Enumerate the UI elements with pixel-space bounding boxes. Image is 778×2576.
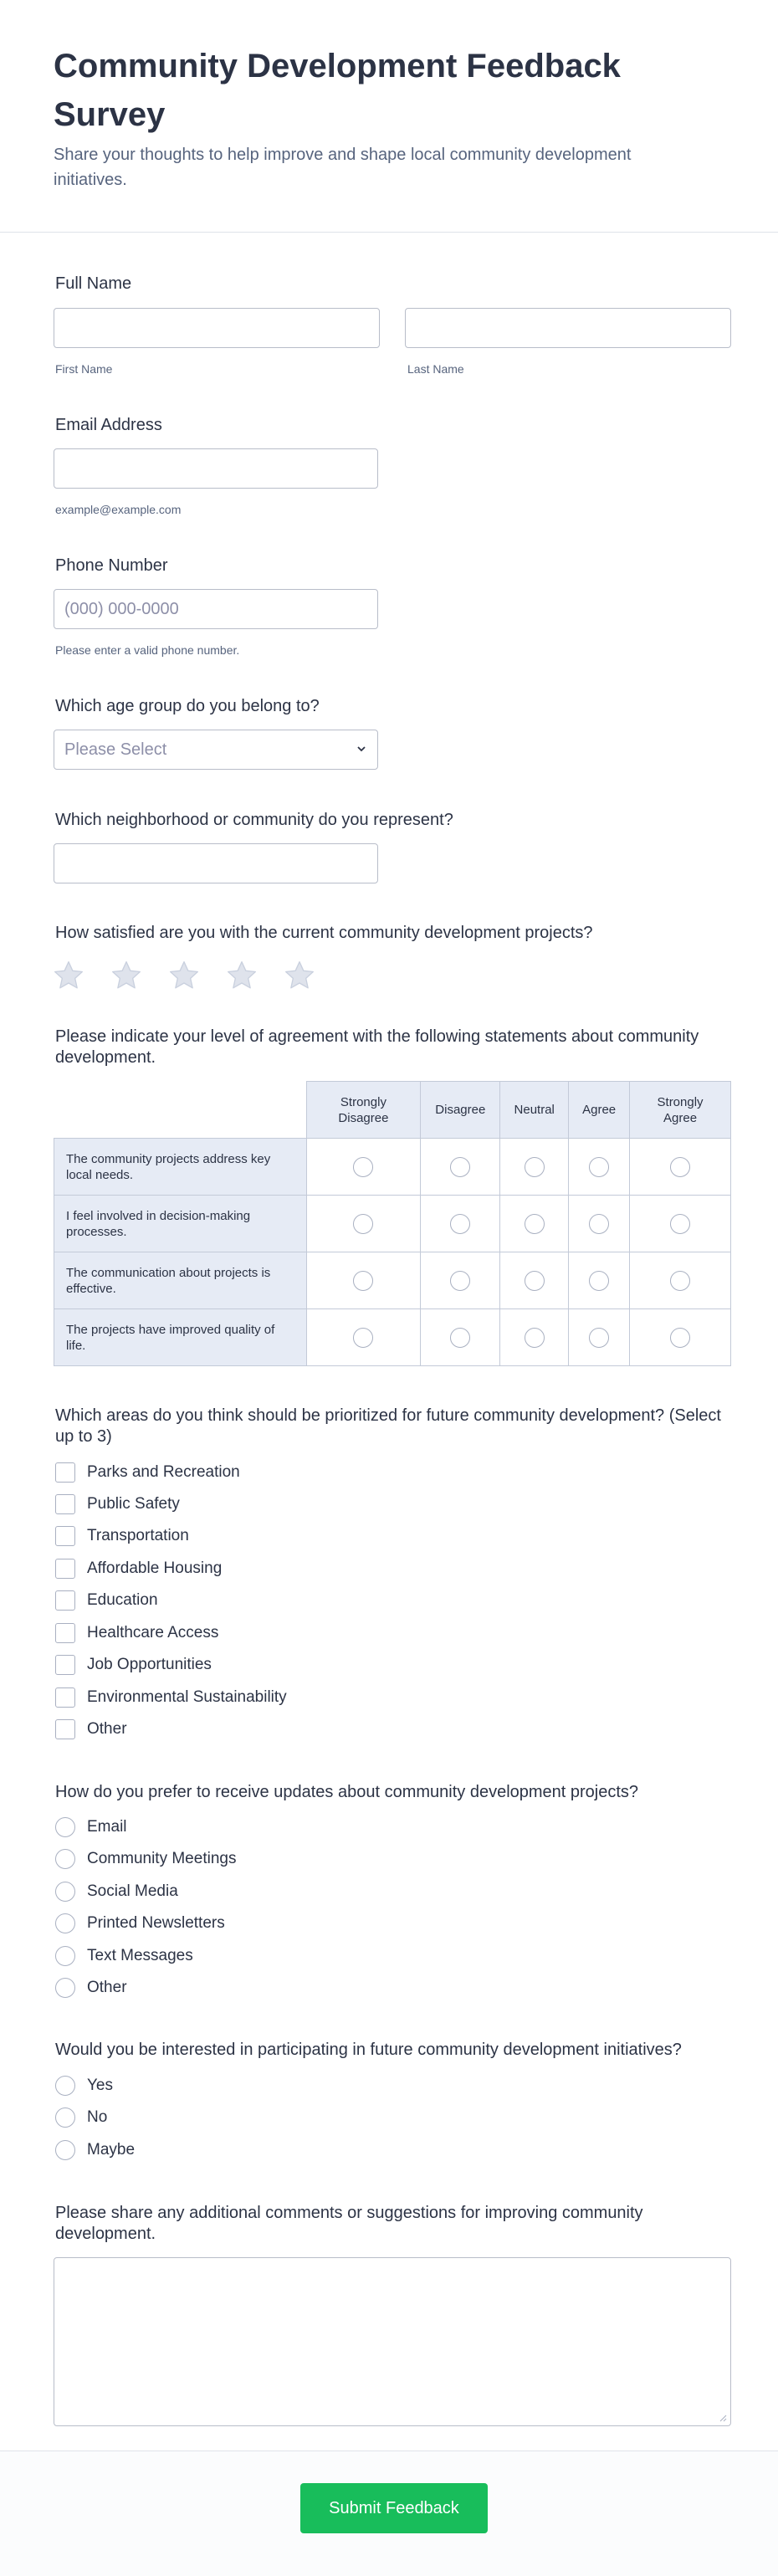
- radio-button[interactable]: [55, 1817, 75, 1837]
- radio-button[interactable]: [55, 2140, 75, 2160]
- checkbox-label: Education: [87, 1591, 158, 1609]
- checkbox-option[interactable]: [55, 1462, 240, 1483]
- matrix-row: [54, 1139, 731, 1196]
- checkbox[interactable]: [55, 1559, 75, 1579]
- matrix-radio[interactable]: [589, 1157, 609, 1177]
- radio-label: Printed Newsletters: [87, 1914, 225, 1932]
- matrix-radio[interactable]: [353, 1271, 373, 1291]
- matrix-radio[interactable]: [353, 1214, 373, 1234]
- radio-label: Social Media: [87, 1882, 178, 1900]
- phone-input[interactable]: [54, 589, 378, 629]
- updates-label: How do you prefer to receive updates about community development projects?: [55, 1783, 639, 1801]
- matrix-row-label: The projects have improved quality of life.: [54, 1309, 307, 1366]
- radio-label: Other: [87, 1979, 127, 1996]
- checkbox-option[interactable]: [55, 1654, 212, 1676]
- matrix-row-label: The community projects address key local needs.: [54, 1139, 307, 1196]
- radio-option[interactable]: [55, 2139, 135, 2161]
- matrix-radio[interactable]: [670, 1271, 690, 1291]
- radio-button[interactable]: [55, 1978, 75, 1998]
- checkbox[interactable]: [55, 1623, 75, 1643]
- checkbox-label: Affordable Housing: [87, 1559, 223, 1577]
- matrix-radio[interactable]: [670, 1214, 690, 1234]
- matrix-col-strongly-disagree: Strongly Disagree: [306, 1082, 421, 1139]
- neighborhood-input[interactable]: [54, 843, 378, 883]
- matrix-col-strongly-agree: Strongly Agree: [630, 1082, 731, 1139]
- radio-label: Text Messages: [87, 1947, 193, 1964]
- radio-label: No: [87, 2108, 108, 2126]
- matrix-radio[interactable]: [589, 1328, 609, 1348]
- star-icon[interactable]: [283, 959, 316, 992]
- phone-sublabel: Please enter a valid phone number.: [55, 643, 240, 657]
- matrix-radio[interactable]: [450, 1157, 470, 1177]
- comments-label: Please share any additional comments or suggestions for improving community development.: [55, 2204, 643, 2243]
- radio-button[interactable]: [55, 1849, 75, 1869]
- matrix-col-neutral: Neutral: [500, 1082, 569, 1139]
- agreement-label: Please indicate your level of agreement with the following statements about community development.: [55, 1027, 699, 1067]
- first-name-input[interactable]: [54, 308, 380, 348]
- matrix-col-disagree: Disagree: [421, 1082, 500, 1139]
- email-sublabel: example@example.com: [55, 503, 182, 516]
- checkbox[interactable]: [55, 1687, 75, 1708]
- age-selected-value: Please Select: [64, 740, 167, 759]
- matrix-radio[interactable]: [525, 1271, 545, 1291]
- star-icon[interactable]: [110, 959, 143, 992]
- checkbox-option[interactable]: [55, 1718, 127, 1740]
- last-name-sublabel: Last Name: [407, 362, 464, 376]
- matrix-row-label: I feel involved in decision-making processes.: [54, 1196, 307, 1252]
- neighborhood-label: Which neighborhood or community do you represent?: [55, 811, 453, 829]
- matrix-row: [54, 1196, 731, 1252]
- submit-button[interactable]: Submit Feedback: [300, 2483, 488, 2533]
- radio-button[interactable]: [55, 1946, 75, 1966]
- form-header: [0, 0, 778, 233]
- star-icon[interactable]: [167, 959, 201, 992]
- email-label: Email Address: [55, 416, 162, 434]
- matrix-radio[interactable]: [589, 1271, 609, 1291]
- satisfaction-label: How satisfied are you with the current community development projects?: [55, 924, 593, 942]
- resize-handle-icon[interactable]: [719, 2415, 727, 2422]
- radio-option[interactable]: [55, 1913, 225, 1934]
- matrix-row: [54, 1309, 731, 1366]
- form-footer: [0, 2451, 778, 2576]
- checkbox-option[interactable]: [55, 1558, 222, 1580]
- checkbox-option[interactable]: [55, 1622, 218, 1644]
- comments-textarea[interactable]: [54, 2257, 731, 2426]
- checkbox-label: Public Safety: [87, 1495, 180, 1513]
- last-name-input[interactable]: [405, 308, 731, 348]
- checkbox-option[interactable]: [55, 1493, 180, 1515]
- checkbox-label: Transportation: [87, 1527, 189, 1544]
- matrix-radio[interactable]: [450, 1271, 470, 1291]
- full-name-label: Full Name: [55, 274, 132, 293]
- checkbox[interactable]: [55, 1462, 75, 1483]
- matrix-radio[interactable]: [353, 1328, 373, 1348]
- radio-option[interactable]: [55, 1816, 127, 1838]
- star-rating[interactable]: [52, 959, 353, 992]
- checkbox[interactable]: [55, 1494, 75, 1514]
- radio-option[interactable]: [55, 1848, 236, 1870]
- radio-option[interactable]: [55, 1977, 127, 1999]
- radio-option[interactable]: [55, 2107, 107, 2128]
- phone-label: Phone Number: [55, 556, 168, 575]
- email-input[interactable]: [54, 448, 378, 489]
- checkbox-label: Job Opportunities: [87, 1656, 212, 1673]
- matrix-radio[interactable]: [525, 1157, 545, 1177]
- checkbox-option[interactable]: [55, 1590, 158, 1611]
- star-icon[interactable]: [225, 959, 258, 992]
- matrix-radio[interactable]: [670, 1328, 690, 1348]
- checkbox[interactable]: [55, 1655, 75, 1675]
- checkbox[interactable]: [55, 1526, 75, 1546]
- radio-label: Maybe: [87, 2141, 136, 2159]
- matrix-radio[interactable]: [525, 1214, 545, 1234]
- radio-button[interactable]: [55, 1913, 75, 1933]
- agreement-matrix: [54, 1081, 731, 1366]
- checkbox-label: Environmental Sustainability: [87, 1688, 287, 1706]
- radio-option[interactable]: [55, 2075, 113, 2097]
- first-name-sublabel: First Name: [55, 362, 113, 376]
- age-label: Which age group do you belong to?: [55, 697, 320, 715]
- phone-placeholder: (000) 000-0000: [64, 600, 179, 618]
- matrix-col-agree: Agree: [569, 1082, 630, 1139]
- form-subtitle: Share your thoughts to help improve and shape local community development initiatives.: [54, 146, 632, 189]
- radio-label: Yes: [87, 2077, 113, 2094]
- checkbox-label: Parks and Recreation: [87, 1463, 240, 1481]
- star-icon[interactable]: [52, 959, 85, 992]
- checkbox[interactable]: [55, 1719, 75, 1739]
- matrix-row: [54, 1252, 731, 1309]
- radio-option[interactable]: [55, 1945, 193, 1967]
- matrix-radio[interactable]: [589, 1214, 609, 1234]
- checkbox-option[interactable]: [55, 1687, 287, 1708]
- checkbox-label: Healthcare Access: [87, 1624, 219, 1641]
- matrix-radio[interactable]: [450, 1214, 470, 1234]
- checkbox-option[interactable]: [55, 1525, 189, 1547]
- matrix-radio[interactable]: [525, 1328, 545, 1348]
- radio-option[interactable]: [55, 1881, 178, 1903]
- radio-label: Community Meetings: [87, 1850, 237, 1867]
- radio-button[interactable]: [55, 2076, 75, 2096]
- checkbox[interactable]: [55, 1590, 75, 1611]
- radio-button[interactable]: [55, 1882, 75, 1902]
- radio-label: Email: [87, 1818, 127, 1836]
- form-title: Community Development Feedback Survey: [54, 48, 621, 133]
- matrix-radio[interactable]: [450, 1328, 470, 1348]
- priorities-label: Which areas do you think should be prioritized for future community development? (Select up to 3): [55, 1406, 721, 1446]
- participation-label: Would you be interested in participating in future community development initiatives?: [55, 2041, 682, 2059]
- age-select[interactable]: [54, 730, 378, 770]
- matrix-radio[interactable]: [353, 1157, 373, 1177]
- matrix-row-label: The communication about projects is effective.: [54, 1252, 307, 1309]
- radio-button[interactable]: [55, 2107, 75, 2128]
- checkbox-label: Other: [87, 1720, 127, 1738]
- chevron-down-icon: [357, 745, 366, 753]
- matrix-radio[interactable]: [670, 1157, 690, 1177]
